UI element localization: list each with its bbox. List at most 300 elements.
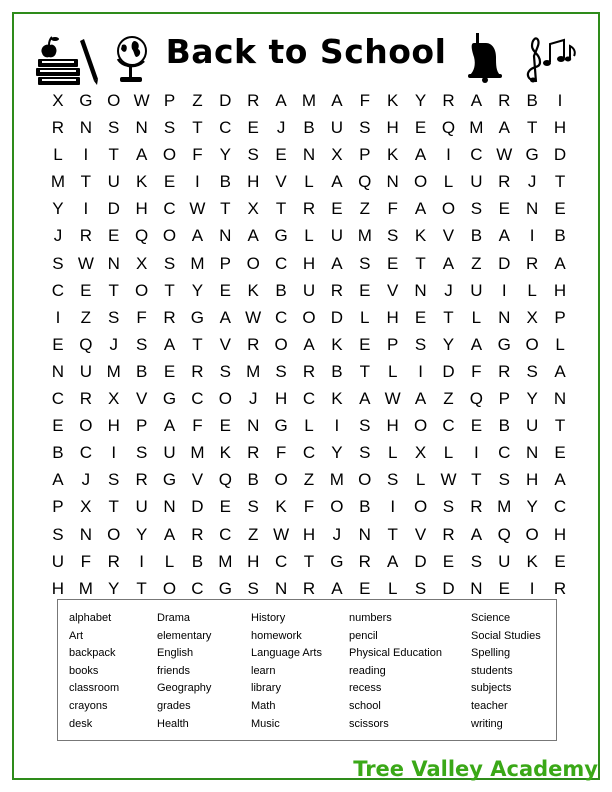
grid-letter: W: [77, 253, 94, 273]
grid-letter: S: [108, 470, 120, 490]
word-list-item: desk: [69, 717, 93, 730]
grid-letter: V: [442, 226, 455, 246]
grid-letter: K: [275, 497, 287, 517]
grid-letter: L: [387, 361, 398, 381]
grid-letter: L: [443, 443, 454, 463]
grid-letter: O: [441, 199, 456, 219]
grid-letter: R: [470, 497, 483, 517]
word-list-item: Math: [251, 699, 276, 712]
grid-letter: A: [554, 253, 566, 273]
grid-letter: S: [470, 551, 483, 571]
grid-letter: G: [274, 416, 288, 436]
grid-letter: Y: [442, 334, 455, 354]
grid-letter: B: [247, 470, 259, 490]
grid-letter: A: [414, 199, 427, 219]
grid-letter: U: [330, 226, 344, 246]
word-list-item: Geography: [157, 682, 212, 695]
grid-letter: E: [247, 118, 259, 138]
grid-letter: K: [387, 91, 399, 110]
grid-letter: A: [442, 253, 455, 273]
grid-letter: V: [414, 524, 427, 544]
grid-letter: P: [554, 307, 566, 327]
grid-letter: H: [553, 118, 567, 138]
grid-letter: V: [387, 280, 399, 300]
grid-letter: C: [219, 524, 232, 544]
grid-letter: X: [526, 307, 538, 327]
grid-letter: Y: [135, 524, 148, 544]
brand-footer: Tree Valley Academy: [353, 757, 598, 781]
word-list-item: Music: [251, 717, 280, 730]
grid-letter: S: [442, 497, 455, 517]
grid-letter: I: [529, 578, 535, 598]
grid-letter: A: [331, 578, 343, 598]
word-list-item: teacher: [471, 699, 508, 712]
grid-letter: T: [136, 578, 147, 598]
grid-letter: S: [387, 226, 399, 246]
word-column-3: [251, 610, 322, 733]
grid-letter: S: [52, 253, 64, 273]
grid-letter: B: [191, 551, 204, 571]
grid-letter: W: [133, 91, 150, 110]
letter-grid: [44, 87, 574, 602]
grid-letter: I: [501, 280, 507, 300]
grid-letter: E: [52, 416, 64, 436]
grid-letter: O: [413, 497, 428, 517]
grid-letter: F: [275, 443, 287, 463]
grid-letter: T: [80, 172, 92, 192]
grid-letter: R: [302, 578, 316, 598]
grid-letter: R: [526, 253, 539, 273]
grid-letter: J: [81, 470, 91, 490]
word-list-item: friends: [157, 664, 191, 677]
grid-letter: S: [526, 361, 538, 381]
grid-letter: G: [330, 551, 344, 571]
grid-letter: R: [247, 334, 260, 354]
grid-letter: T: [192, 334, 203, 354]
grid-letter: G: [274, 226, 288, 246]
word-list-item: Science: [471, 612, 511, 624]
grid-letter: S: [359, 253, 371, 273]
grid-letter: B: [135, 361, 148, 381]
grid-letter: R: [79, 226, 92, 246]
grid-letter: H: [247, 551, 260, 571]
grid-letter: X: [331, 145, 343, 165]
grid-letter: D: [330, 307, 344, 327]
grid-letter: Z: [248, 524, 259, 544]
grid-letter: Y: [108, 578, 120, 598]
grid-letter: X: [247, 199, 259, 219]
grid-letter: U: [302, 280, 316, 300]
grid-letter: H: [135, 199, 148, 219]
grid-letter: P: [219, 253, 231, 273]
grid-letter: N: [79, 524, 92, 544]
grid-letter: N: [498, 307, 511, 327]
grid-letter: U: [498, 551, 511, 571]
grid-letter: T: [443, 307, 454, 327]
grid-letter: H: [107, 416, 120, 436]
grid-letter: W: [384, 389, 401, 409]
grid-letter: L: [304, 172, 314, 192]
grid-letter: G: [79, 91, 93, 110]
grid-letter: F: [387, 199, 398, 219]
grid-letter: B: [359, 497, 371, 517]
grid-letter: F: [80, 551, 92, 571]
grid-letter: F: [359, 91, 370, 110]
grid-letter: G: [497, 334, 511, 354]
grid-letter: C: [219, 118, 232, 138]
grid-letter: R: [191, 524, 204, 544]
word-list-item: elementary: [157, 629, 212, 642]
grid-letter: A: [163, 334, 176, 354]
grid-letter: S: [247, 145, 259, 165]
grid-letter: F: [471, 361, 482, 381]
word-list-box: [57, 599, 557, 741]
grid-letter: L: [387, 443, 398, 463]
grid-letter: K: [331, 389, 343, 409]
grid-letter: L: [387, 578, 398, 598]
grid-letter: K: [219, 443, 231, 463]
word-column-2: [157, 610, 211, 733]
grid-letter: O: [274, 334, 288, 354]
grid-letter: R: [191, 361, 204, 381]
grid-letter: M: [190, 443, 205, 463]
school-bell-icon: [468, 33, 506, 83]
grid-letter: E: [387, 253, 399, 273]
grid-letter: Y: [52, 199, 64, 219]
grid-letter: L: [415, 470, 426, 490]
grid-letter: A: [414, 145, 427, 165]
grid-letter: W: [245, 307, 262, 327]
grid-letter: U: [163, 443, 176, 463]
grid-letter: C: [79, 443, 92, 463]
grid-letter: I: [334, 416, 340, 436]
word-list-item: crayons: [69, 699, 108, 712]
word-list-item: recess: [349, 682, 382, 695]
word-list-item: Health: [157, 717, 189, 730]
grid-letter: C: [553, 497, 567, 517]
grid-letter: B: [526, 91, 538, 110]
grid-letter: E: [359, 578, 371, 598]
grid-letter: H: [526, 470, 539, 490]
grid-letter: V: [219, 334, 231, 354]
grid-letter: N: [526, 199, 539, 219]
grid-letter: E: [470, 416, 483, 436]
grid-letter: N: [470, 578, 483, 598]
grid-letter: I: [55, 307, 61, 327]
grid-letter: T: [554, 172, 566, 192]
grid-letter: I: [557, 91, 563, 110]
grid-letter: A: [331, 91, 343, 110]
grid-letter: L: [471, 307, 482, 327]
grid-letter: U: [470, 172, 483, 192]
word-list-item: alphabet: [69, 612, 112, 624]
word-list-item: grades: [157, 699, 191, 712]
grid-letter: O: [107, 91, 121, 110]
grid-letter: E: [414, 307, 427, 327]
word-list-item: Language Arts: [251, 647, 322, 660]
grid-letter: M: [246, 361, 261, 381]
grid-letter: I: [83, 199, 89, 219]
grid-letter: S: [275, 361, 287, 381]
grid-letter: H: [274, 389, 288, 409]
grid-letter: P: [135, 416, 148, 436]
grid-letter: U: [526, 416, 539, 436]
grid-letter: D: [191, 497, 204, 517]
grid-letter: X: [414, 443, 427, 463]
grid-letter: E: [219, 497, 231, 517]
word-list-item: reading: [349, 664, 386, 677]
grid-letter: S: [163, 118, 176, 138]
word-list-item: library: [251, 682, 281, 695]
grid-letter: S: [219, 361, 231, 381]
grid-letter: C: [274, 253, 288, 273]
grid-letter: S: [387, 470, 399, 490]
grid-letter: J: [248, 389, 258, 409]
grid-letter: S: [135, 334, 148, 354]
word-list-item: Physical Education: [349, 647, 442, 660]
grid-letter: N: [247, 416, 260, 436]
grid-letter: R: [498, 361, 511, 381]
grid-letter: E: [498, 199, 510, 219]
grid-letter: E: [359, 334, 371, 354]
grid-letter: O: [413, 416, 428, 436]
grid-letter: R: [442, 524, 455, 544]
grid-letter: C: [51, 389, 65, 409]
grid-letter: H: [386, 307, 399, 327]
grid-letter: E: [163, 361, 176, 381]
grid-letter: N: [274, 578, 288, 598]
grid-letter: A: [554, 470, 566, 490]
grid-letter: R: [442, 91, 455, 110]
grid-letter: E: [442, 551, 455, 571]
word-list-item: Spelling: [471, 647, 511, 660]
grid-letter: L: [443, 172, 454, 192]
grid-letter: H: [247, 172, 260, 192]
grid-letter: C: [163, 199, 176, 219]
grid-letter: M: [497, 497, 512, 517]
grid-letter: S: [470, 199, 483, 219]
grid-letter: T: [220, 199, 231, 219]
grid-letter: S: [135, 443, 148, 463]
grid-letter: L: [53, 145, 63, 165]
grid-letter: H: [553, 524, 567, 544]
grid-letter: Z: [359, 199, 370, 219]
globe-icon: [112, 33, 150, 85]
grid-letter: M: [78, 578, 93, 598]
grid-letter: O: [162, 578, 177, 598]
word-list-item: writing: [471, 717, 503, 730]
word-list-item: school: [349, 699, 381, 712]
grid-letter: F: [192, 416, 203, 436]
grid-letter: Q: [358, 172, 372, 192]
grid-letter: Q: [79, 334, 93, 354]
grid-letter: Z: [471, 253, 482, 273]
word-list-item: classroom: [69, 682, 120, 695]
grid-letter: C: [442, 416, 455, 436]
grid-letter: U: [330, 118, 344, 138]
grid-letter: E: [554, 199, 566, 219]
grid-letter: Y: [331, 443, 343, 463]
grid-letter: T: [387, 524, 398, 544]
grid-letter: E: [554, 443, 566, 463]
grid-letter: X: [108, 389, 120, 409]
grid-letter: R: [247, 91, 260, 110]
grid-letter: P: [498, 389, 510, 409]
grid-letter: M: [301, 91, 317, 110]
grid-letter: N: [358, 524, 371, 544]
grid-letter: N: [526, 443, 539, 463]
grid-letter: S: [52, 524, 64, 544]
grid-letter: T: [108, 280, 119, 300]
grid-letter: J: [444, 280, 453, 300]
grid-letter: T: [303, 551, 315, 571]
grid-letter: R: [107, 551, 120, 571]
grid-letter: E: [498, 578, 510, 598]
grid-letter: M: [469, 118, 484, 138]
grid-letter: Z: [443, 389, 454, 409]
grid-letter: A: [163, 416, 176, 436]
grid-letter: N: [386, 172, 399, 192]
grid-letter: K: [331, 334, 343, 354]
grid-letter: H: [51, 578, 65, 598]
grid-letter: O: [162, 145, 177, 165]
grid-letter: A: [470, 91, 483, 110]
grid-letter: B: [554, 226, 566, 246]
grid-letter: M: [50, 172, 66, 192]
grid-letter: D: [498, 253, 511, 273]
grid-letter: K: [247, 280, 259, 300]
grid-letter: U: [79, 361, 92, 381]
grid-letter: Q: [497, 524, 511, 544]
grid-letter: M: [329, 470, 344, 490]
grid-letter: N: [135, 118, 148, 138]
grid-letter: Q: [441, 118, 456, 138]
grid-letter: Q: [135, 226, 149, 246]
word-list-item: homework: [251, 629, 302, 642]
grid-letter: O: [302, 307, 316, 327]
word-list-item: Art: [69, 629, 84, 642]
grid-letter: P: [52, 497, 64, 517]
grid-letter: X: [52, 91, 64, 110]
grid-letter: T: [275, 199, 287, 219]
grid-letter: S: [247, 497, 259, 517]
grid-letter: S: [414, 578, 427, 598]
grid-letter: K: [526, 551, 538, 571]
grid-letter: W: [440, 470, 457, 490]
grid-letter: C: [302, 389, 316, 409]
grid-letter: Y: [191, 280, 204, 300]
grid-letter: E: [80, 280, 92, 300]
grid-letter: C: [274, 551, 288, 571]
grid-letter: M: [218, 551, 233, 571]
page-title: Back to School: [165, 32, 447, 71]
grid-letter: I: [529, 226, 535, 246]
grid-letter: O: [525, 334, 539, 354]
grid-letter: R: [79, 389, 92, 409]
word-list-item: subjects: [471, 682, 512, 695]
grid-letter: L: [360, 307, 370, 327]
grid-letter: L: [164, 551, 175, 571]
grid-letter: N: [79, 118, 92, 138]
grid-letter: M: [190, 253, 205, 273]
grid-letter: L: [527, 280, 537, 300]
grid-letter: T: [108, 497, 119, 517]
grid-letter: P: [163, 91, 176, 110]
grid-letter: E: [219, 280, 231, 300]
word-column-5: [471, 610, 541, 733]
word-list-item: books: [69, 664, 99, 677]
grid-letter: J: [332, 524, 342, 544]
grid-letter: I: [111, 443, 117, 463]
grid-letter: T: [359, 361, 370, 381]
grid-letter: O: [358, 470, 372, 490]
grid-letter: S: [498, 470, 510, 490]
grid-letter: Y: [219, 145, 231, 165]
grid-letter: U: [107, 172, 120, 192]
grid-letter: A: [163, 524, 176, 544]
grid-letter: O: [79, 416, 93, 436]
word-list-item: Social Studies: [471, 629, 541, 642]
grid-letter: A: [470, 334, 483, 354]
grid-letter: E: [52, 334, 64, 354]
grid-letter: E: [219, 416, 231, 436]
grid-letter: N: [51, 361, 65, 381]
grid-letter: Z: [80, 307, 92, 327]
grid-letter: A: [498, 118, 510, 138]
grid-letter: S: [247, 578, 259, 598]
grid-letter: D: [553, 145, 567, 165]
grid-letter: G: [190, 307, 205, 327]
grid-letter: S: [359, 118, 371, 138]
grid-letter: I: [390, 497, 396, 517]
grid-letter: D: [442, 361, 455, 381]
grid-letter: C: [191, 389, 204, 409]
grid-letter: U: [135, 497, 148, 517]
grid-letter: A: [554, 361, 566, 381]
grid-letter: R: [498, 172, 511, 192]
grid-letter: I: [473, 443, 479, 463]
word-list-item: numbers: [349, 612, 392, 624]
word-list-item: students: [471, 664, 513, 677]
word-list-item: pencil: [349, 629, 378, 642]
grid-letter: A: [359, 389, 371, 409]
grid-letter: T: [554, 416, 566, 436]
grid-letter: C: [302, 443, 316, 463]
grid-letter: I: [195, 172, 200, 192]
grid-letter: E: [331, 199, 343, 219]
grid-letter: V: [135, 389, 148, 409]
grid-letter: Z: [192, 91, 203, 110]
grid-letter: V: [275, 172, 287, 192]
grid-letter: S: [108, 118, 120, 138]
grid-letter: B: [331, 361, 343, 381]
grid-letter: R: [51, 118, 65, 138]
grid-letter: N: [302, 145, 316, 165]
grid-letter: M: [106, 361, 121, 381]
grid-letter: Z: [303, 470, 315, 490]
grid-letter: O: [135, 280, 149, 300]
grid-letter: L: [304, 226, 314, 246]
grid-letter: G: [162, 389, 177, 409]
word-list-item: Drama: [157, 612, 191, 624]
grid-letter: O: [107, 524, 121, 544]
grid-letter: J: [276, 118, 286, 138]
grid-letter: I: [418, 361, 423, 381]
grid-letter: P: [359, 145, 371, 165]
word-column-4: [349, 610, 442, 733]
grid-letter: I: [446, 145, 451, 165]
grid-letter: I: [139, 551, 144, 571]
